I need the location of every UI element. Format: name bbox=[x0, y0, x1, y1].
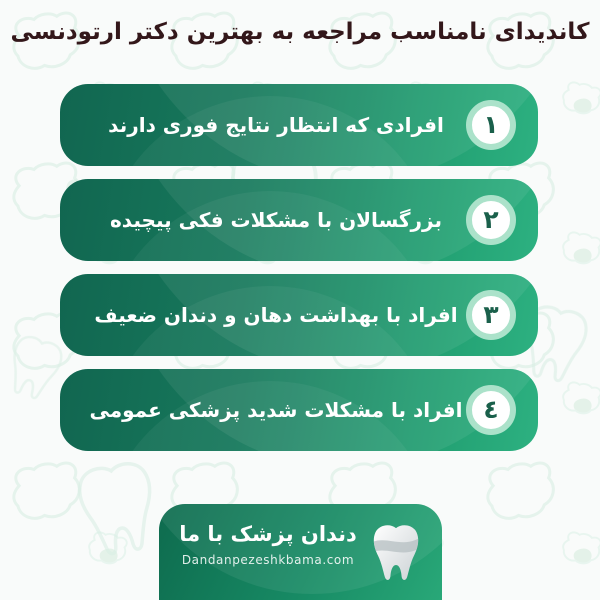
item-number-badge bbox=[466, 195, 516, 245]
item-number-badge bbox=[466, 385, 516, 435]
brand-footer bbox=[159, 504, 442, 600]
item-label: بزرگسالان با مشکلات فکی پیچیده bbox=[110, 208, 443, 232]
brand-name: دندان پزشک با ما bbox=[179, 522, 357, 546]
list-item bbox=[60, 84, 538, 166]
item-label: افراد با بهداشت دهان و دندان ضعیف bbox=[94, 303, 458, 327]
item-number-badge bbox=[466, 290, 516, 340]
page-title: کاندیدای نامناسب مراجعه به بهترین دکتر ارتودنسی bbox=[10, 19, 590, 45]
brand-text-block bbox=[179, 521, 357, 567]
item-label: افرادی که انتظار نتایج فوری دارند bbox=[108, 113, 444, 137]
candidate-list bbox=[60, 84, 538, 451]
item-number: ٢ bbox=[483, 204, 499, 234]
item-number: ٤ bbox=[483, 394, 499, 424]
list-item bbox=[60, 369, 538, 451]
item-number-badge bbox=[466, 100, 516, 150]
item-number: ١ bbox=[483, 109, 499, 139]
item-label: افراد با مشکلات شدید پزشکی عمومی bbox=[89, 398, 463, 422]
list-item bbox=[60, 179, 538, 261]
brand-website: Dandanpezeshkbama.com bbox=[181, 553, 355, 568]
item-number: ٣ bbox=[483, 299, 499, 329]
list-item bbox=[60, 274, 538, 356]
tooth-icon bbox=[370, 523, 422, 583]
